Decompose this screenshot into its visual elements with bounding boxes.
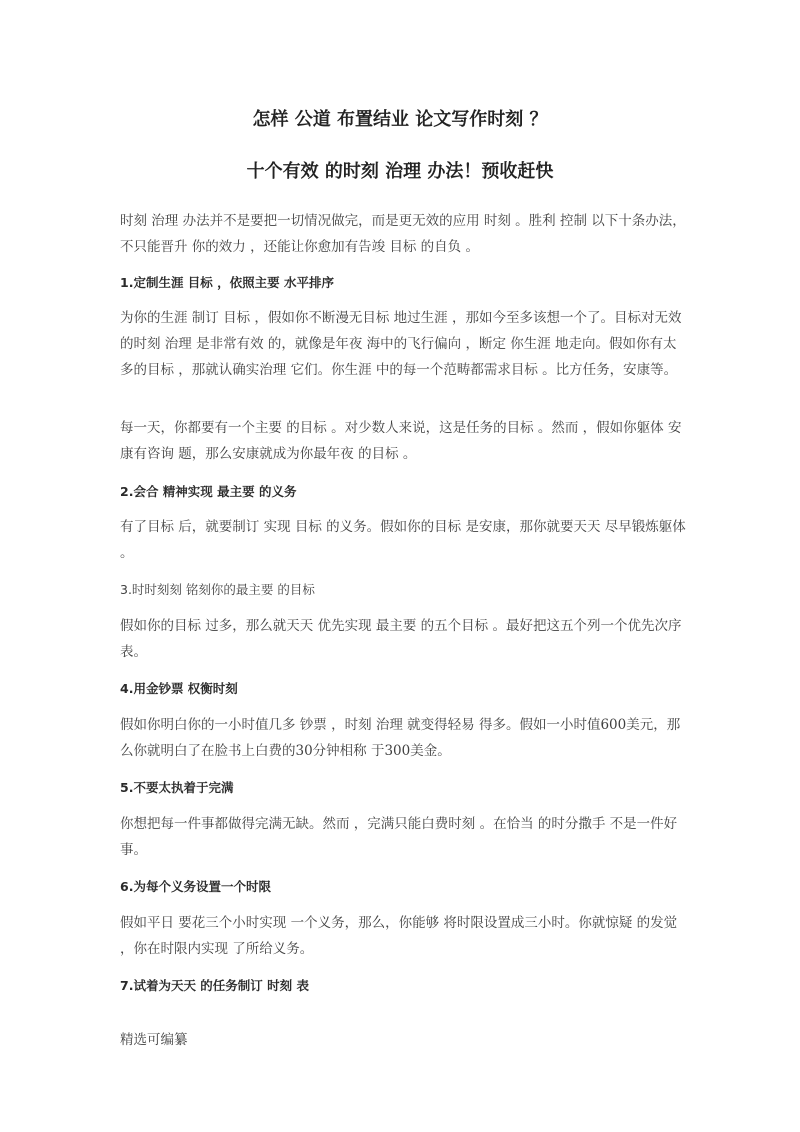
section-heading-4: 4.用金钞票 权衡时刻 (120, 681, 238, 696)
section-3-paragraph-1: 假如你的目标 过多，那么就天天 优先实现 最主要 的五个目标 。最好把这五个列一个优先次序 表。 (120, 618, 682, 660)
section-heading-1: 1.定制生涯 目标 ，依照主要 水平排序 (120, 275, 335, 290)
section-heading-7: 7.试着为天天 的任务制订 时刻 表 (120, 978, 310, 993)
section-1-paragraph-2: 每一天，你都要有一个主要 的目标 。对少数人来说，这是任务的目标 。然而 ，假如你躯体 安康有咨询 题，那么安康就成为你最年夜 的目标 。 (120, 420, 682, 462)
section-heading-6: 6.为每个义务设置一个时限 (120, 879, 271, 894)
document-title: 怎样 公道 布置结业 论文写作时刻 ？ (252, 109, 548, 130)
page-footer: 精选可编纂 (120, 1032, 188, 1048)
section-heading-3: 3.时时刻刻 铭刻你的最主要 的目标 (120, 582, 315, 597)
intro-paragraph: 时刻 治理 办法并不是要把一切情况做完，而是更无效的应用 时刻 。胜利 控制 以下十条办法，不只能晋升 你的效力 ，还能让你愈加有告竣 目标 的自负 。 (120, 213, 686, 255)
section-1-paragraph-1: 为你的生涯 制订 目标 ，假如你不断漫无目标 地过生涯 ，那如今至多该想一个了。目标对无效的时刻 治理 是非常有效 的，就像是年夜 海中的飞行偏向 ，断定 你生涯 地走向。假如你有太多的目标 ，那就认确实治理 它们。你生涯 中的每一个范畴都需求目标 。比方任务，安康等。 (120, 310, 682, 378)
section-6-paragraph-1: 假如平日 要花三个小时实现 一个义务，那么，你能够 将时限设置成三小时。你就惊疑 的发觉 ，你在时限内实现 了所给义务。 (120, 915, 678, 957)
section-4-paragraph-1: 假如你明白你的一小时值几多 钞票 ，时刻 治理 就变得轻易 得多。假如一小时值600美元，那么你就明白了在脸书上白费的30分钟相称 于300美金。 (120, 717, 681, 759)
section-5-paragraph-1: 你想把每一件事都做得完满无缺。然而 ，完满只能白费时刻 。在恰当 的时分撒手 不是一件好事。 (120, 816, 678, 858)
section-heading-2: 2.会合 精神实现 最主要 的义务 (120, 484, 297, 499)
section-2-paragraph-1: 有了目标 后，就要制订 实现 目标 的义务。假如你的目标 是安康，那你就要天天 尽早锻炼躯体 。 (120, 519, 686, 561)
document-subtitle: 十个有效 的时刻 治理 办法！预收赶快 (246, 161, 554, 182)
section-heading-5: 5.不要太执着于完满 (120, 780, 234, 795)
